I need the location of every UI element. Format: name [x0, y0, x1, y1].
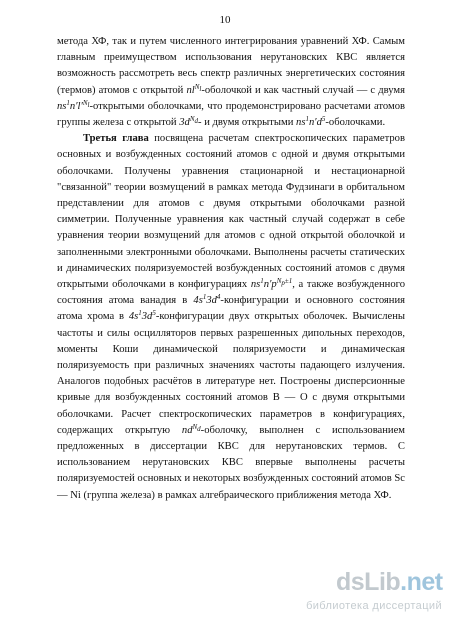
formula-ns-nd5: $ns^1n'd^5$	[296, 115, 326, 129]
text-segment: -конфигурации и основного состояния атома хрома в	[57, 295, 405, 323]
formula-4s-3d4: $4s^13d^4$	[193, 293, 221, 307]
text-segment: посвящена расчетам спектроскопических параметров основных и возбужденных состояний атомов с одной и двумя открытыми оболочками. Получены уравнения стационарной и нестационарной "связанной" теории возмущений в рамках метода Фудзинаги в орбитальном представлении для атомов с двумя открытыми оболочками разной симметрии. Полученные уравнения как частный случай содержат в себе уравнения теории возмущений для атомов с одной открытой оболочкой и заполненными электронными оболочками. Выполнены расчеты статических и динамических поляризуемостей возбужденных состояний атомов с двумя открытыми оболочками в конфигурациях	[57, 133, 405, 291]
watermark-caption: библиотека диссертаций	[306, 600, 442, 612]
chapter-lead: Третья глава	[83, 133, 149, 145]
text-segment: метода ХФ, так и путем численного интегрирования уравнений ХФ. Самым главным преимуществом использования нерутановских КВС является возможность рассмотреть весь спектр различных энергетических состояния (термов) атомов с открытой	[57, 36, 405, 96]
watermark	[262, 568, 442, 618]
formula-4s-3d5: $4s^13d^5$	[128, 309, 156, 323]
page-number: 10	[219, 14, 231, 26]
formula-3d-n: $3d^{N_d}$	[179, 115, 199, 129]
text-segment: , а также возбужденного состояния атома ванадия в	[57, 279, 405, 307]
formula-ns-np: $ns^1n'p^{N_p\pm 1}$	[250, 277, 293, 291]
text-segment: -открытыми оболочками, что продемонстрировано расчетами атомов группы железа с открытой	[57, 100, 405, 129]
paragraph-2	[57, 131, 405, 504]
text-segment: - и двумя открытыми	[198, 117, 297, 129]
formula-nl-n: $nl^{N_l}$	[186, 82, 202, 96]
text-segment: -конфигурации двух открытых оболочек. Вычислены частоты и силы осцилляторов первых разрешенных дипольных переходов, моменты Коши динамической поляризуемости и динамическая поляризуемость при различных значениях частоты падающего излучения. Аналогов подобных расчётов в литературе нет. Построены дисперсионные кривые для возбужденных состояний атомов B — O с двумя открытыми оболочками. Расчет спектроскопических параметров в конфигурациях, содержащих открытую	[57, 311, 406, 436]
paragraph-1	[57, 34, 405, 131]
text-segment: -оболочку, выполнен с использованием предложенных в диссертации КВС для нерутановских термов. С использованием нерутановских КВС впервые выполнены расчеты поляризуемостей основных и некоторых возбужденных состояний атомов Sc — Ni (группа железа) в рамках алгебраического приближения метода ХФ.	[57, 424, 406, 501]
text-segment: -оболочкой и как частный случай — с двумя	[201, 84, 405, 96]
formula-nd-n: $nd^{N_d}$	[181, 422, 201, 436]
text-segment: -оболочками.	[325, 117, 386, 129]
formula-ns-nl: $ns^1n'l'^{N_l}$	[57, 98, 90, 112]
page-body	[57, 34, 405, 504]
watermark-logo: dsLib.net	[336, 568, 443, 596]
